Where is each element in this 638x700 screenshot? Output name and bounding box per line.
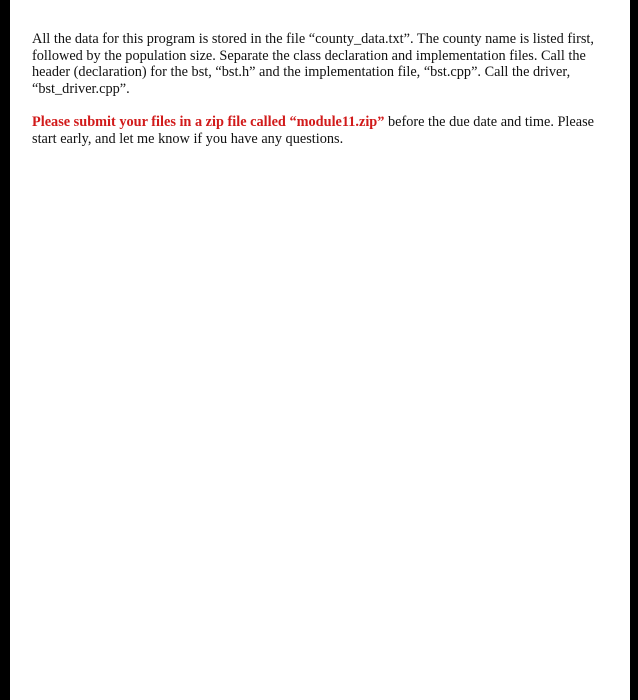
document-body [32,31,612,147]
submission-emphasis-text: Please submit your files in a zip file called “module11.zip” [32,114,385,130]
paragraph-submission-instructions [32,114,612,147]
document-page [10,0,630,700]
submission-rest-text: before the due date and time. Please start early, and let me know if you have any questions. [32,114,594,147]
paragraph-data-file-instructions: All the data for this program is stored in the file “county_data.txt”. The county name is listed first, followed by the population size. Separate the class declaration and implementation files. Call the header (declaration) for the bst, “bst.h” and the implementation file, “bst.cpp”. Call the driver, “bst_driver.cpp”. [32,31,594,97]
